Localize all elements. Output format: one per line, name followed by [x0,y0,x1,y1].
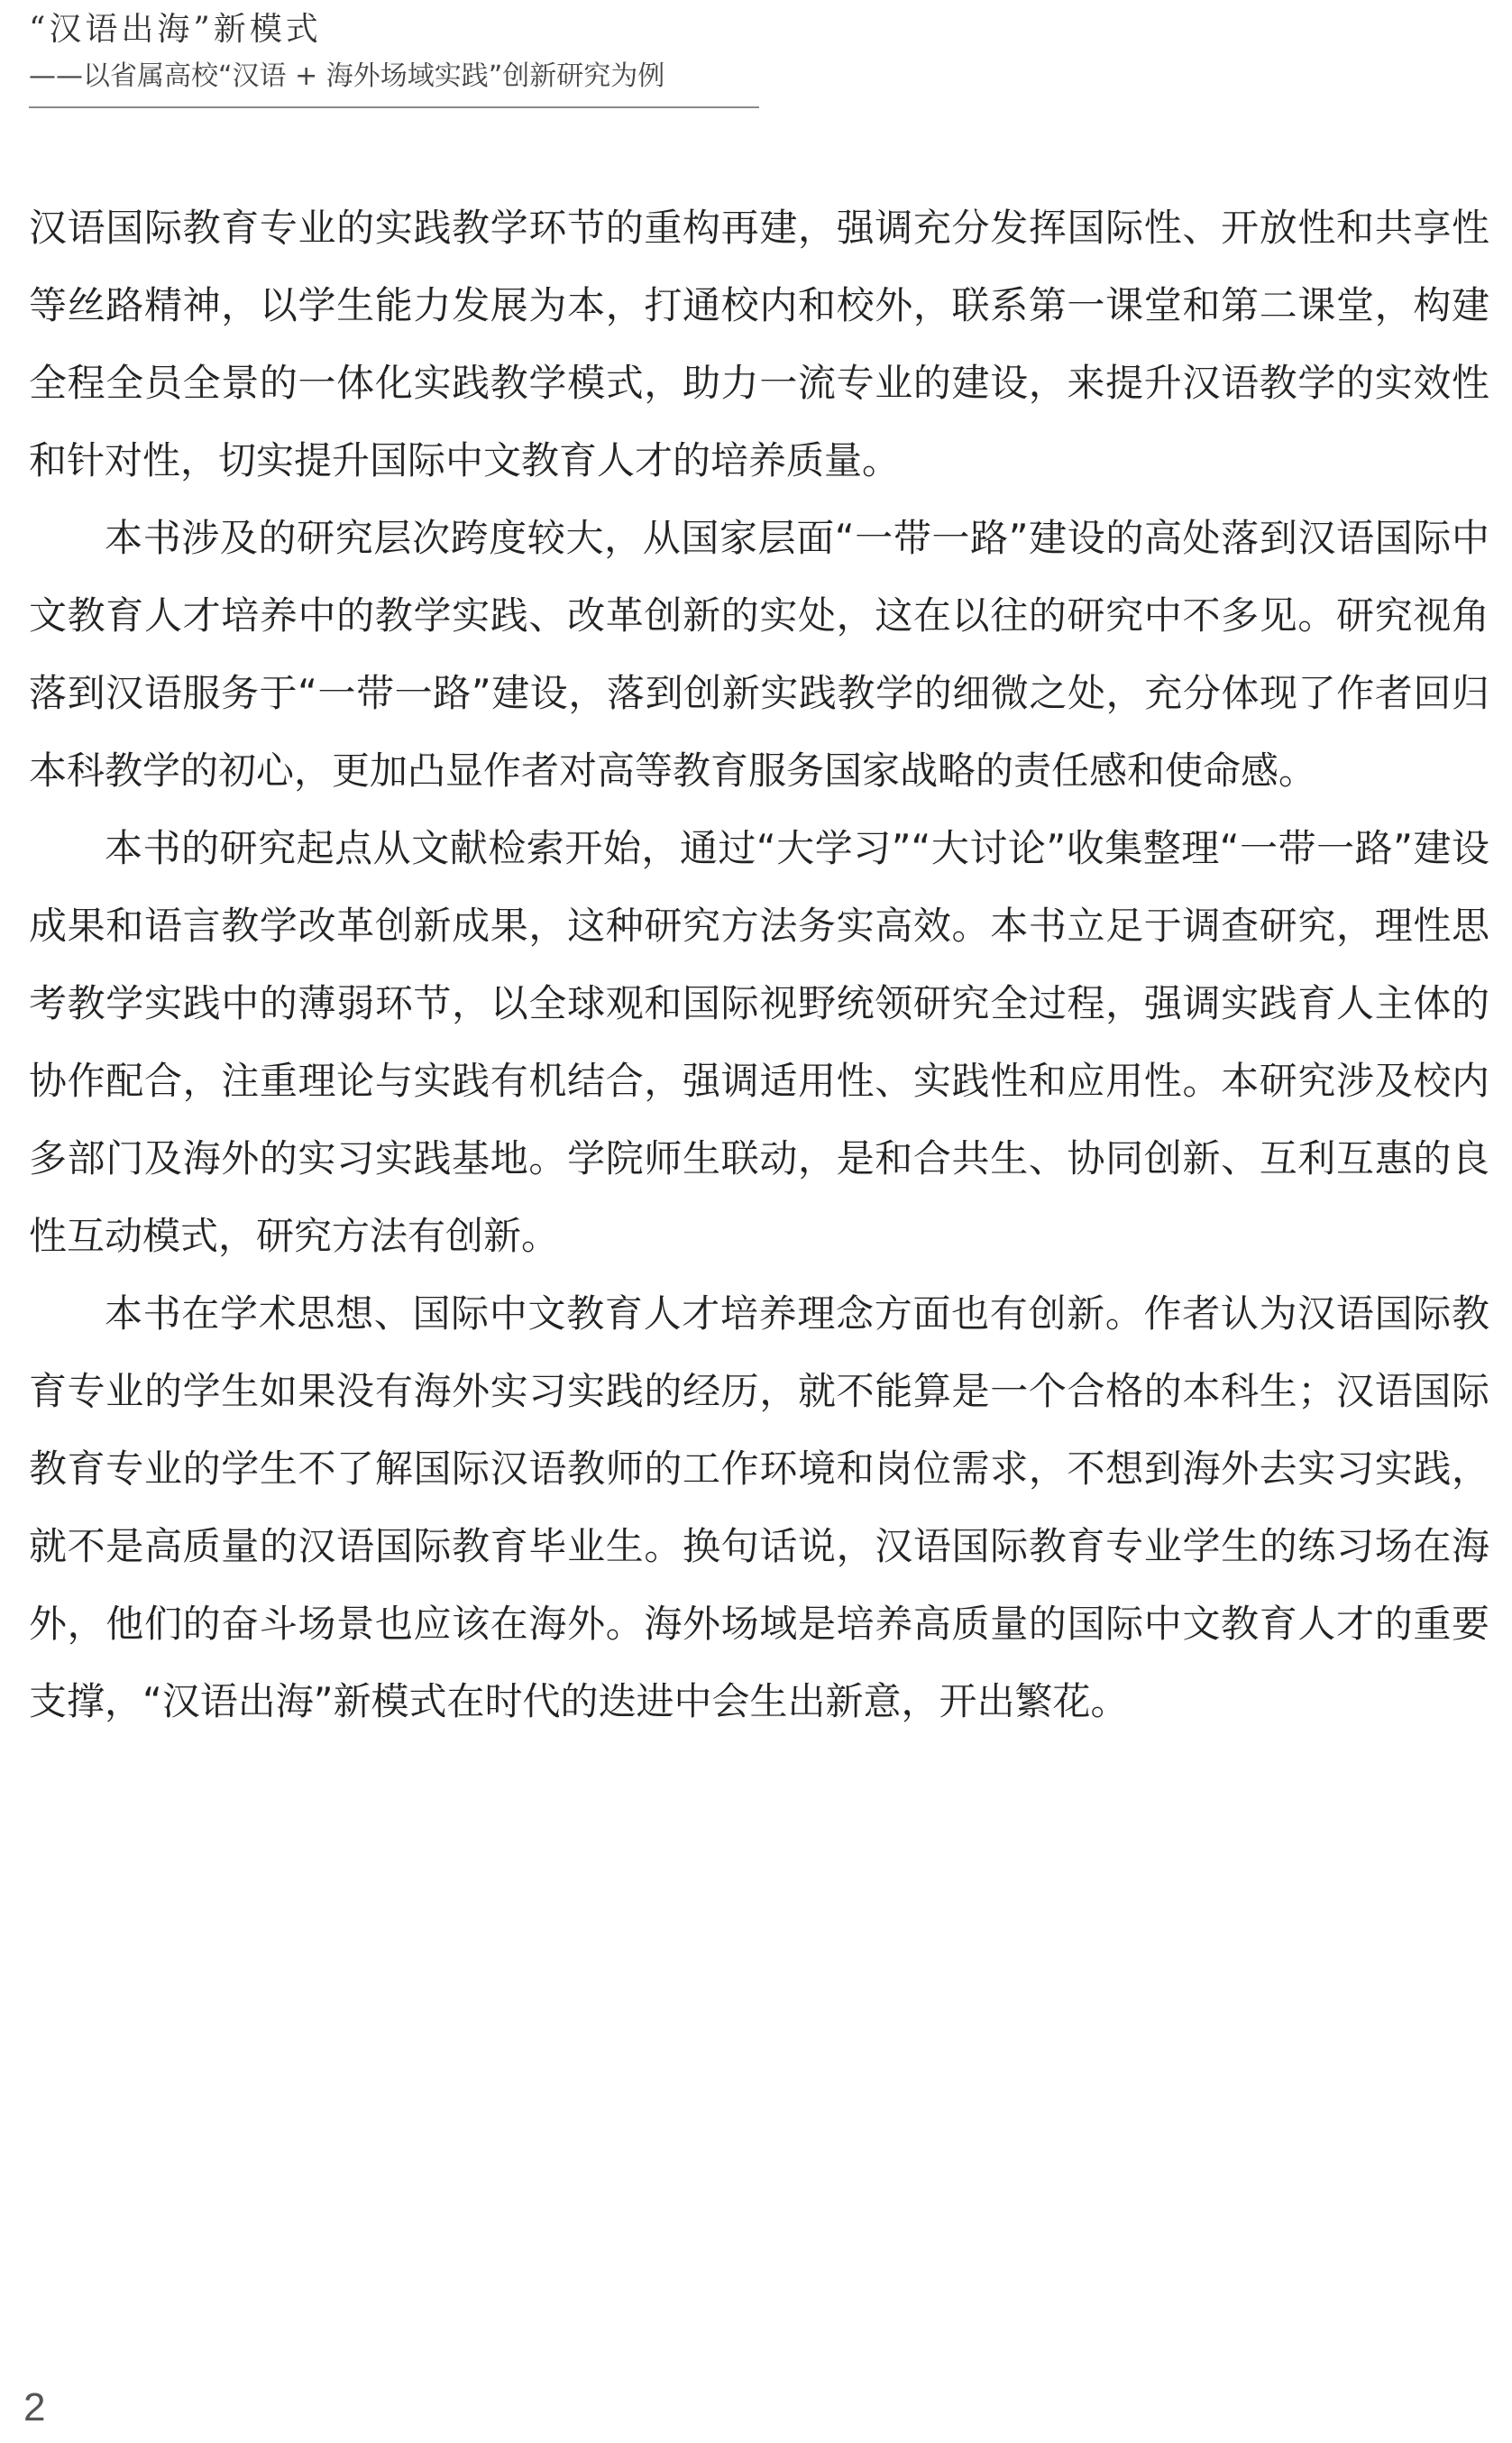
body-text [29,189,1489,1740]
paragraph-3: 本书的研究起点从文献检索开始，通过“大学习”“大讨论”收集整理“一带一路”建设成果和语言教学改革创新成果，这种研究方法务实高效。本书立足于调查研究，理性思考教学实践中的薄弱环节，以全球观和国际视野统领研究全过程，强调实践育人主体的协作配合，注重理论与实践有机结合，强调适用性、实践性和应用性。本研究涉及校内多部门及海外的实习实践基地。学院师生联动，是和合共生、协同创新、互利互惠的良性互动模式，研究方法有创新。 [29,826,1489,1258]
paragraph-1: 汉语国际教育专业的实践教学环节的重构再建，强调充分发挥国际性、开放性和共享性等丝路精神，以学生能力发展为本，打通校内和校外，联系第一课堂和第二课堂，构建全程全员全景的一体化实践教学模式，助力一流专业的建设，来提升汉语教学的实效性和针对性，切实提升国际中文教育人才的培养质量。 [29,206,1489,482]
paragraph-2: 本书涉及的研究层次跨度较大，从国家层面“一带一路”建设的高处落到汉语国际中文教育人才培养中的教学实践、改革创新的实处，这在以往的研究中不多见。研究视角落到汉语服务于“一带一路”建设，落到创新实践教学的细微之处，充分体现了作者回归本科教学的初心，更加凸显作者对高等教育服务国家战略的责任感和使命感。 [29,516,1489,793]
header-divider [29,106,759,108]
paragraph-4: 本书在学术思想、国际中文教育人才培养理念方面也有创新。作者认为汉语国际教育专业的学生如果没有海外实习实践的经历，就不能算是一个合格的本科生；汉语国际教育专业的学生不了解国际汉语教师的工作环境和岗位需求，不想到海外去实习实践，就不是高质量的汉语国际教育毕业生。换句话说，汉语国际教育专业学生的练习场在海外，他们的奋斗场景也应该在海外。海外场域是培养高质量的国际中文教育人才的重要支撑，“汉语出海”新模式在时代的迭进中会生出新意，开出繁花。 [29,1291,1489,1723]
running-header-title: “汉语出海”新模式 [29,11,322,48]
running-header-subtitle: ——以省属高校“汉语 + 海外场域实践”创新研究为例 [29,60,665,92]
running-header [29,7,768,97]
page-number: 2 [23,2385,46,2429]
